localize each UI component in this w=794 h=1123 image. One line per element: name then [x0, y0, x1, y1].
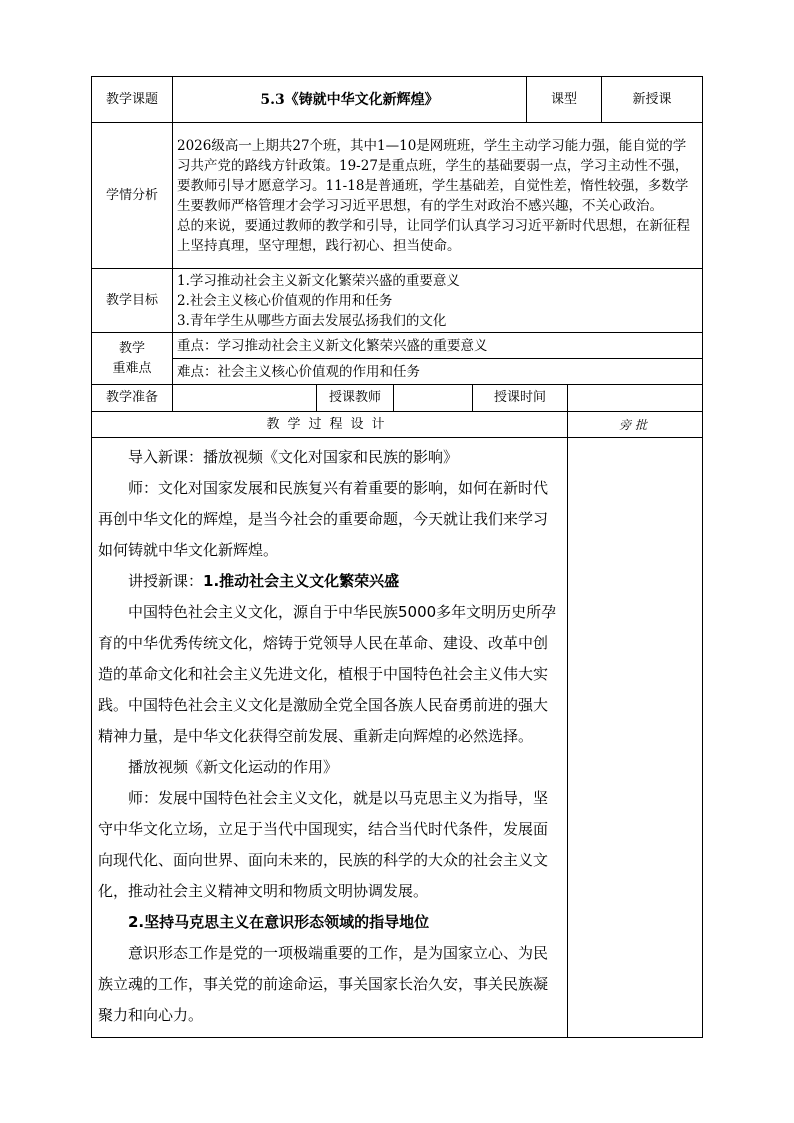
time-value — [568, 385, 703, 412]
analysis-label: 学情分析 — [92, 123, 173, 269]
process-paragraph: 师：文化对国家发展和民族复兴有着重要的影响，如何在新时代再创中华文化的辉煌，是当今社会的重要命题，今天就让我们来学习如何铸就中华文化新辉煌。 — [98, 479, 549, 559]
prep-value — [173, 385, 317, 412]
process-body — [92, 438, 568, 1038]
type-value: 新授课 — [602, 77, 703, 123]
goals-label: 教学目标 — [92, 269, 173, 333]
lesson-plan-page — [91, 76, 702, 1038]
difficult-point: 难点：社会主义核心价值观的作用和任务 — [173, 359, 703, 385]
process-paragraph: 播放视频《新文化运动的作用》 — [128, 758, 339, 776]
goal-item: 1.学习推动社会主义新文化繁荣兴盛的重要意义 — [177, 272, 460, 289]
teacher-label: 授课教师 — [317, 385, 394, 412]
analysis-content — [173, 123, 703, 269]
section-2-title: 2.坚持马克思主义在意识形态领域的指导地位 — [128, 913, 430, 931]
process-paragraph: 中国特色社会主义文化，源自于中华民族5000多年文明历史所孕育的中华优秀传统文化，熔铸于党领导人民在革命、建设、改革中创造的革命文化和社会主义先进文化，植根于中国特色社会主义伟大实践。中国特色社会主义文化是激励全党全国各族人民奋勇前进的强大精神力量，是中华文化获得空前发展、重新走向辉煌的必然选择。 — [98, 603, 557, 745]
type-label: 课型 — [527, 77, 602, 123]
process-paragraph: 师：发展中国特色社会主义文化，就是以马克思主义为指导，坚守中华文化立场，立足于当代中国现实，结合当代时代条件，发展面向现代化、面向世界、面向未来的，民族的科学的大众的社会主义文化，推动社会主义精神文明和物质文明协调发展。 — [98, 789, 549, 900]
process-heading: 教学过程设计 — [92, 412, 568, 438]
side-note-area — [568, 438, 703, 1038]
section-1-heading — [98, 566, 561, 597]
section-1-title: 1.推动社会主义文化繁荣兴盛 — [203, 572, 400, 590]
topic-label: 教学课题 — [92, 77, 173, 123]
analysis-paragraph-1: 2026级高一上期共27个班，其中1—10是网班班，学生主动学习能力强，能自觉的学习共产党的路线方针政策。19-27是重点班，学生的基础要弱一点，学习主动性不强，要教师引导才愿意学习。11-18是普通班，学生基础差，自觉性差，惰性较强，多数学生要教师严格管理才会学习习近平思想，有的学生对政治不感兴趣，不关心政治。 — [177, 137, 689, 214]
keypoints-label-line2: 重难点 — [112, 360, 152, 376]
side-note-heading: 旁批 — [568, 412, 703, 438]
keypoints-label — [92, 333, 173, 385]
section-2-heading — [98, 907, 561, 938]
analysis-paragraph-2: 总的来说，要通过教师的教学和引导，让同学们认真学习习近平新时代思想，在新征程上坚持真理，坚守理想，践行初心、担当使命。 — [177, 217, 690, 254]
key-point: 重点：学习推动社会主义新文化繁荣兴盛的重要意义 — [173, 333, 703, 359]
section-1-prefix: 讲授新课： — [128, 572, 204, 590]
process-paragraph: 导入新课：播放视频《文化对国家和民族的影响》 — [128, 448, 459, 466]
goal-item: 2.社会主义核心价值观的作用和任务 — [177, 292, 393, 309]
process-paragraph: 意识形态工作是党的一项极端重要的工作，是为国家立心、为民族立魂的工作，事关党的前途命运，事关国家长治久安，事关民族凝聚力和向心力。 — [98, 944, 549, 1024]
lesson-plan-table — [91, 76, 703, 1038]
prep-label: 教学准备 — [92, 385, 173, 412]
teacher-value — [394, 385, 473, 412]
goals-list — [173, 269, 703, 333]
topic-value: 5.3《铸就中华文化新辉煌》 — [173, 77, 527, 123]
time-label: 授课时间 — [473, 385, 568, 412]
keypoints-label-line1: 教学 — [118, 340, 145, 356]
goal-item: 3.青年学生从哪些方面去发展弘扬我们的文化 — [177, 312, 447, 329]
